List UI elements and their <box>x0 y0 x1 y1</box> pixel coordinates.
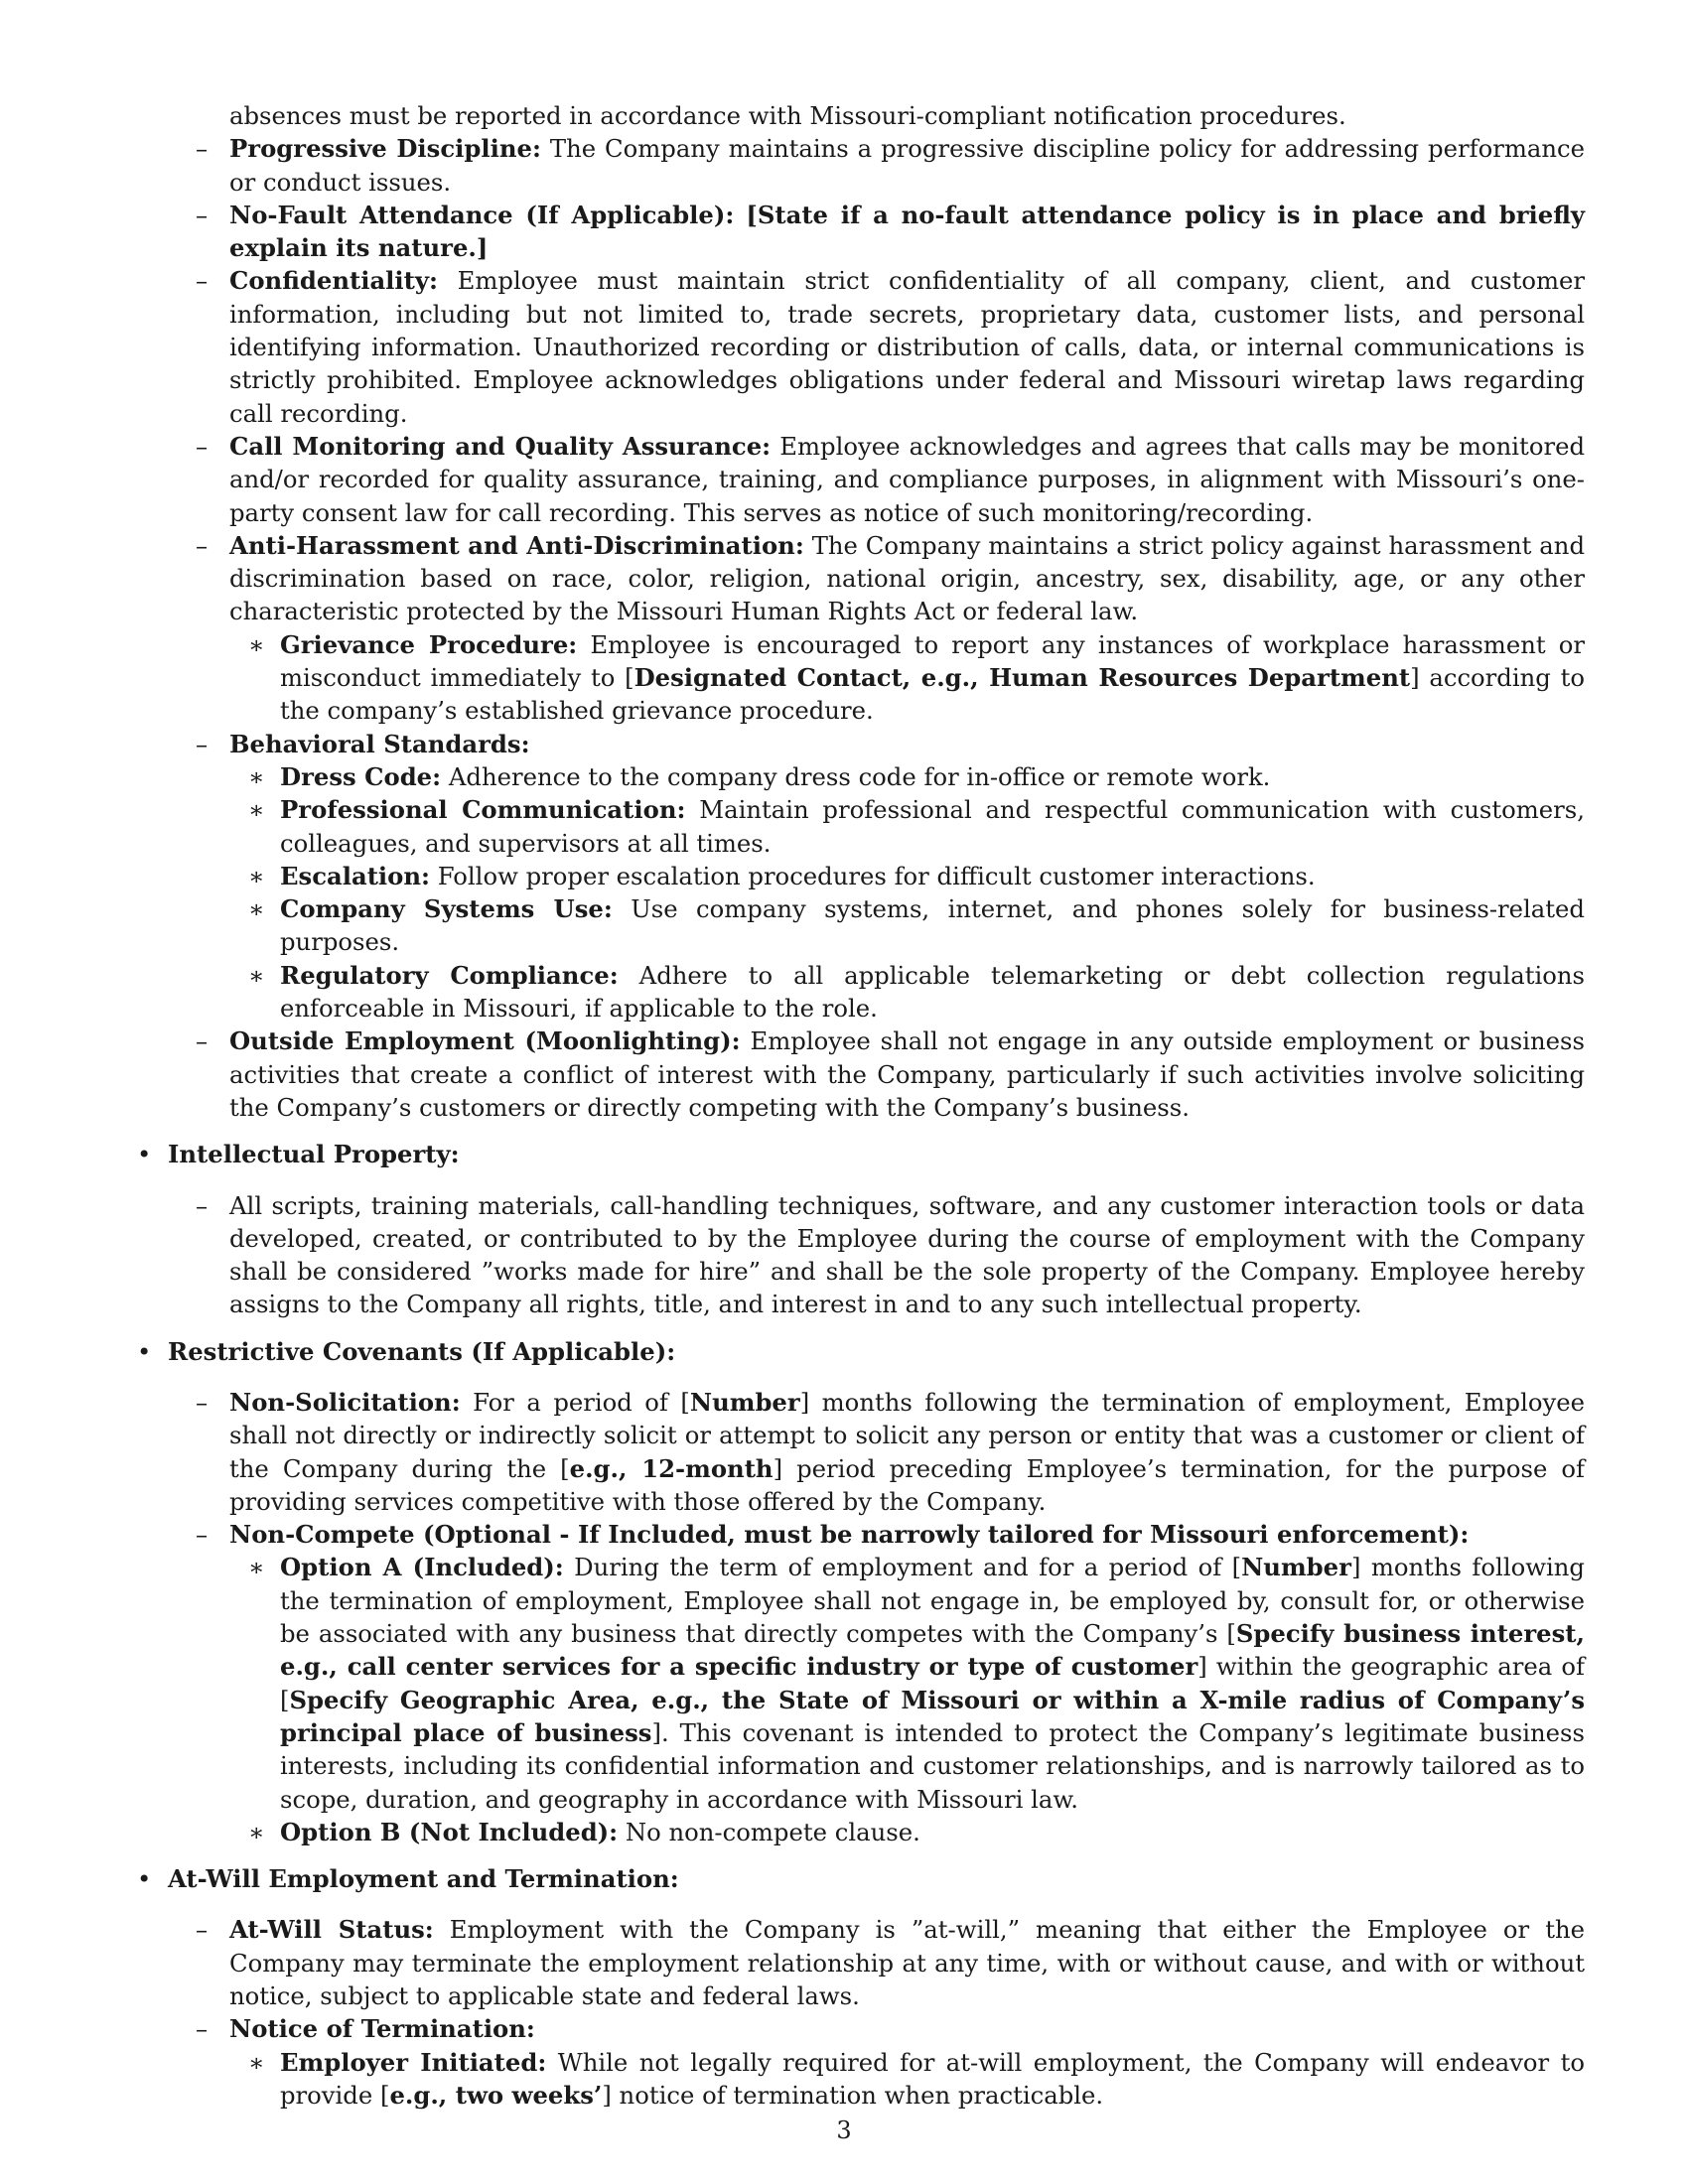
list-item-anti-harassment <box>129 529 1585 628</box>
item-placeholder: e.g., 12-month <box>569 1453 774 1483</box>
item-text: Employee acknowledges and agrees that calls may be monitored and/or recorded for quality assurance, training, and compliance purposes, in alignment with Missouri’s one-party consent law for call recording. This serves as notice of such monitoring/recording. <box>229 431 1585 527</box>
dash-bullet: – <box>196 1520 209 1550</box>
page-number: 3 <box>836 2116 852 2144</box>
star-bullet: ∗ <box>248 795 265 825</box>
item-term: At-Will Status: <box>229 1915 434 1945</box>
item-term: Professional Communication: <box>280 795 686 825</box>
item-text: For a period of [ <box>473 1387 690 1417</box>
star-bullet: ∗ <box>248 960 265 990</box>
item-text: All scripts, training materials, call-handling techniques, software, and any customer interaction tools or data developed, created, or contributed to by the Employee during the course of employment with the Company shall be considered ”works made for hire” and shall be the sole property of the Company. Employee hereby assigns to the Company all rights, title, and interest in and to any such intellectual property. <box>229 1190 1585 1319</box>
list-item-grievance-procedure <box>129 628 1585 728</box>
dash-bullet: – <box>196 200 209 229</box>
dash-bullet: – <box>196 1387 209 1417</box>
list-item-ip-text <box>129 1189 1585 1321</box>
list-item-option-b <box>129 1816 1585 1848</box>
star-bullet: ∗ <box>248 1817 265 1846</box>
item-term: Employer Initiated: <box>280 2047 547 2077</box>
item-placeholder: Specify business interest, e.g., call center services for a specific industry or type of customer <box>280 1619 1585 1682</box>
list-item-notice-of-termination <box>129 2012 1585 2045</box>
section-restrictive-covenants <box>129 1335 1585 1368</box>
item-placeholder: Specify Geographic Area, e.g., the State of Missouri or within a X-mile radius of Company’s principal place of business <box>280 1685 1585 1747</box>
list-item-dress-code <box>129 760 1585 793</box>
item-text: Adhere to all applicable telemarketing or debt collection regulations enforceable in Missouri, if applicable to the role. <box>280 960 1585 1024</box>
item-text: No non-compete clause. <box>625 1817 920 1846</box>
list-item-non-solicitation <box>129 1386 1585 1518</box>
item-text: The Company maintains a progressive discipline policy for addressing performance or conduct issues. <box>229 134 1585 197</box>
spacer <box>129 1895 1585 1913</box>
dash-bullet: – <box>196 431 209 461</box>
section-heading: Restrictive Covenants (If Applicable): <box>168 1336 676 1366</box>
bullet: • <box>137 1140 152 1169</box>
item-term: Option B (Not Included): <box>280 1817 619 1846</box>
list-item-option-a <box>129 1551 1585 1815</box>
spacer <box>129 1171 1585 1189</box>
item-text: Employee must maintain strict confidentiality of all company, client, and customer information, including but not limited to, trade secrets, proprietary data, customer lists, and personal identifying information. Unauthorized recording or distribution of calls, data, or internal communications is strictly prohibited. Employee acknowledges obligations under federal and Missouri wiretap laws regarding call recording. <box>229 266 1585 428</box>
item-text: Adherence to the company dress code for in-office or remote work. <box>448 761 1271 791</box>
item-term: Company Systems Use: <box>280 894 613 924</box>
item-placeholder: Designated Contact, e.g., Human Resources Department <box>633 663 1411 693</box>
item-text: During the term of employment and for a period of [ <box>574 1553 1242 1582</box>
dash-bullet: – <box>196 1190 209 1220</box>
item-term: Option A (Included): <box>280 1553 564 1582</box>
item-text: Use company systems, internet, and phones solely for business-related purposes. <box>280 894 1585 957</box>
item-placeholder: Number <box>1241 1553 1351 1582</box>
section-heading: Intellectual Property: <box>168 1140 460 1169</box>
item-text: The Company maintains a strict policy against harassment and discrimination based on race, color, religion, national origin, ancestry, sex, disability, age, or any other characteristic protected by the Missouri Human Rights Act or federal law. <box>229 530 1585 626</box>
list-item-regulatory-compliance <box>129 959 1585 1025</box>
star-bullet: ∗ <box>248 629 265 659</box>
spacer <box>129 1321 1585 1335</box>
item-term: Non-Solicitation: <box>229 1387 461 1417</box>
continuation-text: absences must be reported in accordance with Missouri-compliant notification procedures. <box>229 101 1346 130</box>
item-placeholder: e.g., two weeks’ <box>389 2080 603 2110</box>
list-item-at-will-status <box>129 1913 1585 2012</box>
list-item-behavioral-standards <box>129 728 1585 760</box>
dash-bullet: – <box>196 1915 209 1945</box>
item-term: Dress Code: <box>280 761 442 791</box>
section-intellectual-property <box>129 1138 1585 1170</box>
item-term: Progressive Discipline: <box>229 134 541 164</box>
item-text: Employee shall not engage in any outside employment or business activities that create a conflict of interest with the Company, particularly if such activities involve soliciting the Company’s customers or directly competing with the Company’s business. <box>229 1026 1585 1122</box>
spacer <box>129 1848 1585 1862</box>
item-text: Maintain professional and respectful communication with customers, colleagues, and supervisors at all times. <box>280 795 1585 858</box>
item-text: ] period preceding Employee’s termination, for the purpose of providing services competitive with those offered by the Company. <box>229 1453 1585 1516</box>
item-term: Regulatory Compliance: <box>280 960 619 990</box>
item-term: Confidentiality: <box>229 266 438 296</box>
item-placeholder: [State if a no-fault attendance policy is in place and briefly explain its nature.] <box>229 200 1585 263</box>
dash-bullet: – <box>196 266 209 296</box>
item-term: Anti-Harassment and Anti-Discrimination: <box>229 530 804 560</box>
item-term: Non-Compete (Optional - If Included, must be narrowly tailored for Missouri enforcement): <box>229 1520 1470 1550</box>
item-term: No-Fault Attendance (If Applicable): <box>229 200 735 229</box>
item-placeholder: Number <box>689 1387 800 1417</box>
dash-bullet: – <box>196 729 209 758</box>
dash-bullet: – <box>196 134 209 164</box>
item-term: Escalation: <box>280 861 431 890</box>
list-item-confidentiality <box>129 264 1585 429</box>
item-text: ] notice of termination when practicable. <box>602 2080 1104 2110</box>
list-item-employer-initiated <box>129 2046 1585 2113</box>
item-text: Employment with the Company is ”at-will,” meaning that either the Employee or the Company may terminate the employment relationship at any time, with or without cause, and with or without notice, subject to applicable state and federal laws. <box>229 1915 1585 2011</box>
list-item-no-fault-attendance <box>129 199 1585 265</box>
item-text: ] within the geographic area of [ <box>280 1652 1585 1714</box>
item-term: Grievance Procedure: <box>280 629 578 659</box>
star-bullet: ∗ <box>248 894 265 924</box>
list-item-company-systems-use <box>129 892 1585 959</box>
list-item-escalation <box>129 860 1585 892</box>
item-text: ] months following the termination of employment, Employee shall not engage in, be employed by, consult for, or otherwise be associated with any business that directly competes with the Company’s [ <box>280 1553 1585 1649</box>
list-item-non-compete <box>129 1518 1585 1551</box>
item-term: Behavioral Standards: <box>229 729 530 758</box>
bullet: • <box>137 1864 152 1894</box>
dash-bullet: – <box>196 2014 209 2044</box>
dash-bullet: – <box>196 530 209 560</box>
item-text: ]. This covenant is intended to protect the Company’s legitimate business interests, including its confidential information and customer relationships, and is narrowly tailored as to scope, duration, and geography in accordance with Missouri law. <box>280 1717 1585 1814</box>
item-term: Call Monitoring and Quality Assurance: <box>229 431 772 461</box>
spacer <box>129 1124 1585 1138</box>
document-body <box>129 99 1585 2112</box>
star-bullet: ∗ <box>248 861 265 890</box>
list-item-progressive-discipline <box>129 132 1585 199</box>
item-text: ] according to the company’s established grievance procedure. <box>280 663 1585 726</box>
item-text: Employee is encouraged to report any instances of workplace harassment or misconduct immediately to [ <box>280 629 1585 693</box>
list-item-outside-employment <box>129 1024 1585 1124</box>
list-item-call-monitoring <box>129 430 1585 529</box>
item-term: Notice of Termination: <box>229 2014 535 2044</box>
star-bullet: ∗ <box>248 2047 265 2077</box>
star-bullet: ∗ <box>248 1553 265 1582</box>
list-item-professional-communication <box>129 793 1585 860</box>
star-bullet: ∗ <box>248 761 265 791</box>
dash-bullet: – <box>196 1026 209 1056</box>
item-text: ] months following the termination of employment, Employee shall not directly or indirectly solicit or attempt to solicit any person or entity that was a customer or client of the Company during the [ <box>229 1387 1585 1483</box>
item-text: While not legally required for at-will employment, the Company will endeavor to provide [ <box>280 2047 1585 2110</box>
item-text: Follow proper escalation procedures for difficult customer interactions. <box>437 861 1316 890</box>
section-at-will <box>129 1862 1585 1895</box>
bullet: • <box>137 1336 152 1366</box>
spacer <box>129 1368 1585 1386</box>
item-term: Outside Employment (Moonlighting): <box>229 1026 741 1056</box>
section-heading: At-Will Employment and Termination: <box>168 1864 679 1894</box>
